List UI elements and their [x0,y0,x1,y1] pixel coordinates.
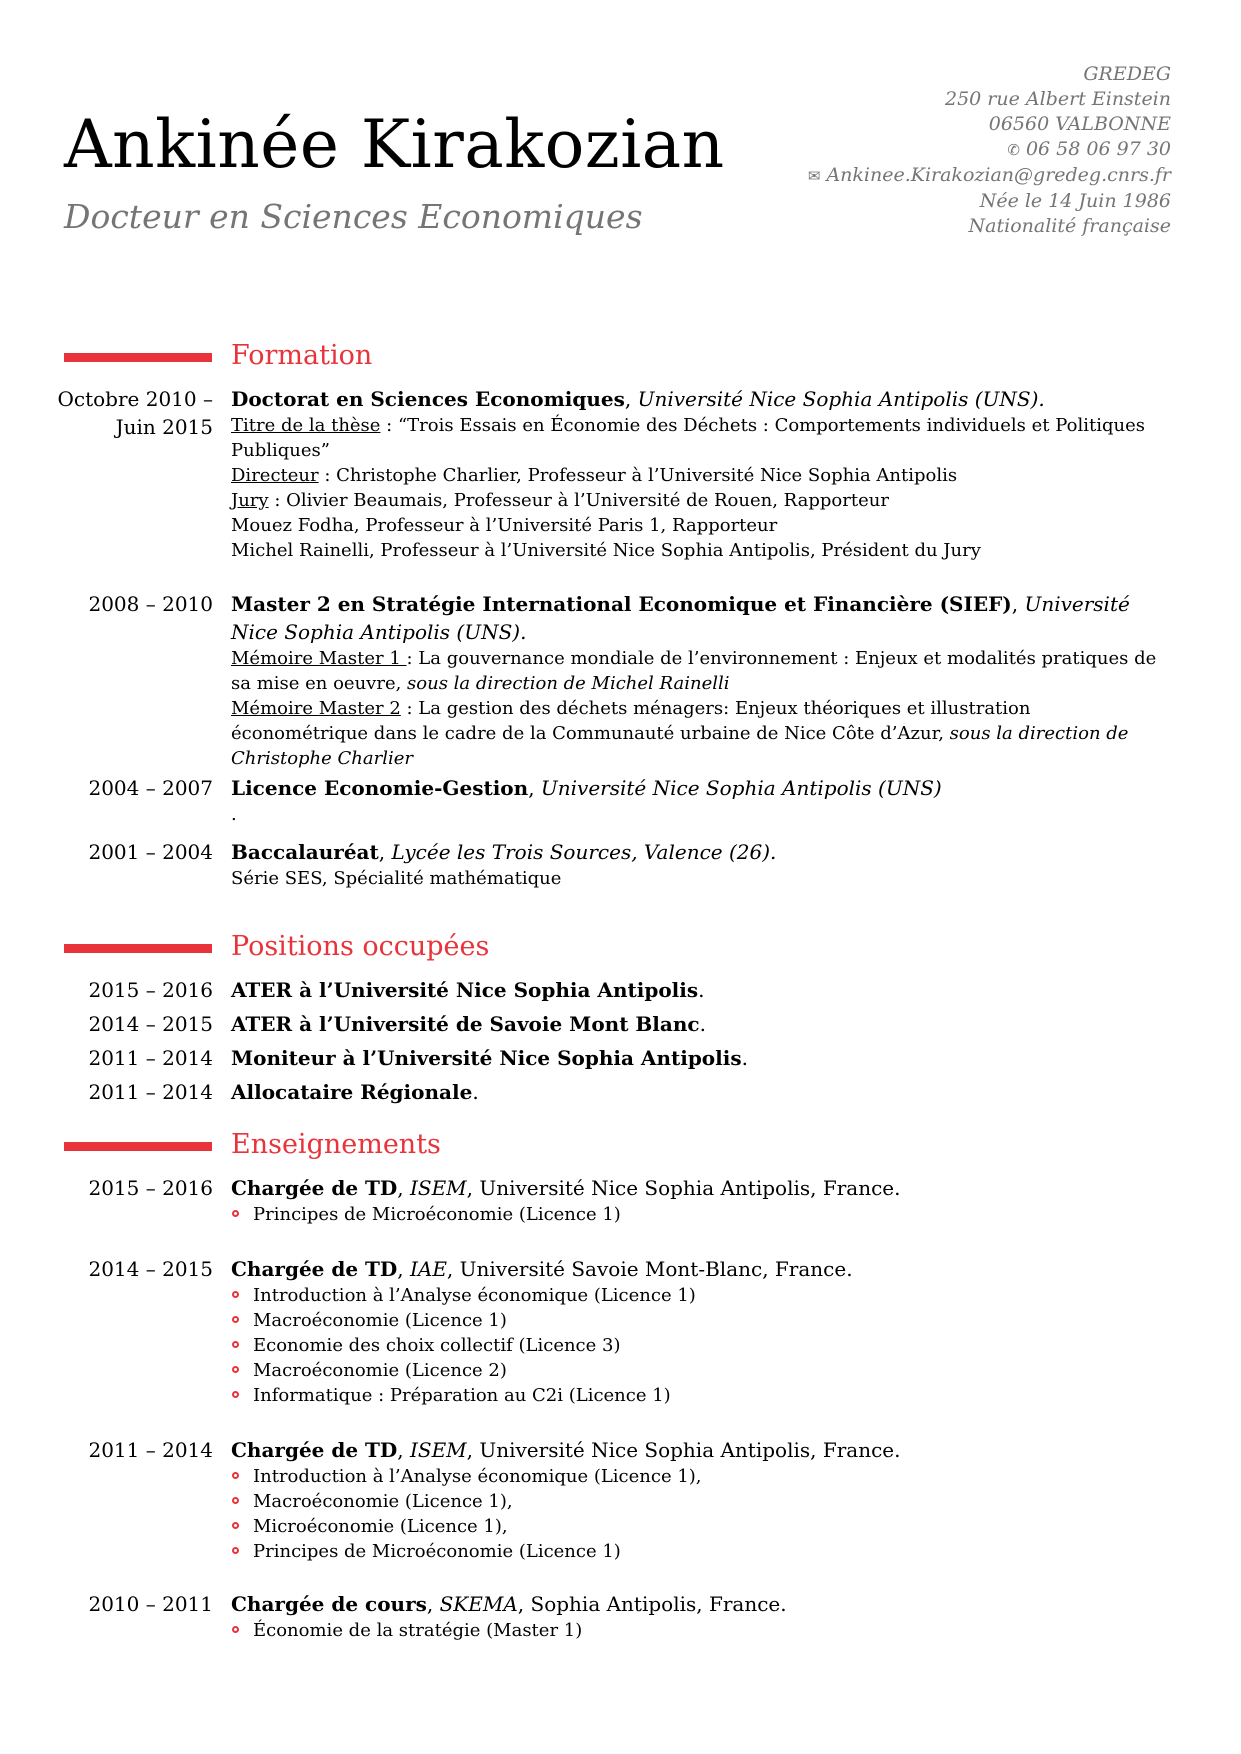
entry-institution: Université Nice Sophia Antipolis (UNS). [231,592,1130,644]
entry-date: 2014 – 2015 [88,1012,213,1036]
section-bar [64,944,212,953]
list-item: Principes de Microéconomie (Licence 1) [231,1202,1173,1227]
contact-nationality: Nationalité française [968,215,1171,237]
list-item: Principes de Microéconomie (Licence 1) [231,1539,1173,1564]
contact-phone: 06 58 06 97 30 [1025,138,1171,160]
course-list [231,1202,1173,1227]
contact-birth: Née le 14 Juin 1986 [979,190,1171,212]
memoire-2-dir: sous la direction de Christophe Charlier [231,723,1129,769]
course-list [231,1283,1173,1408]
entry-title: Licence Economie-Gestion [231,776,529,800]
entry-title: Master 2 en Stratégie International Economique et Financière (SIEF) [231,592,1012,616]
label-directeur: Directeur [231,465,319,486]
entry-title: Chargée de TD [231,1438,398,1462]
entry-date [43,385,213,441]
memoire-2-text: : La gestion des déchets ménagers: Enjeux théoriques et illustration économétrique dans le cadre de la Communauté urbaine de Nice Côte d’Azur, [231,698,1031,744]
entry-title: ATER à l’Université de Savoie Mont Blanc [231,1012,700,1036]
label-jury: Jury [231,490,269,511]
entry-date: 2015 – 2016 [88,1176,213,1200]
contact-block [731,62,1171,239]
date-line: Juin 2015 [115,415,213,439]
list-item: Microéconomie (Licence 1), [231,1514,1173,1539]
cv-subtitle: Docteur en Sciences Economiques [64,197,643,236]
entry-school: ISEM [409,1438,467,1462]
contact-email-row[interactable] [731,163,1171,189]
label-these: Titre de la thèse [231,415,381,436]
section-enseignements [64,1127,1164,1163]
entry-school: SKEMA [439,1592,518,1616]
directeur-text: : Christophe Charlier, Professeur à l’Université Nice Sophia Antipolis [318,465,958,486]
entry-school: IAE [409,1257,447,1281]
jury-member: Mouez Fodha, Professeur à l’Université Paris 1, Rapporteur [231,515,778,536]
list-item: Economie des choix collectif (Licence 3) [231,1333,1173,1358]
entry-detail: Série SES, Spécialité mathématique [231,868,562,889]
list-item: Introduction à l’Analyse économique (Licence 1), [231,1464,1173,1489]
label-memoire-1: Mémoire Master 1 [231,648,407,669]
list-item: Macroéconomie (Licence 1) [231,1308,1173,1333]
entry-place: , Université Nice Sophia Antipolis, France. [466,1438,901,1462]
entry-place: , Université Savoie Mont-Blanc, France. [446,1257,853,1281]
list-item: Macroéconomie (Licence 1), [231,1489,1173,1514]
entry-title: Moniteur à l’Université Nice Sophia Antipolis [231,1046,742,1070]
entry-date: 2011 – 2014 [88,1080,213,1104]
jury-member: Michel Rainelli, Professeur à l’Université Nice Sophia Antipolis, Président du Jury [231,540,981,561]
contact-city: 06560 VALBONNE [988,113,1171,135]
contact-email[interactable]: Ankinee.Kirakozian@gredeg.cnrs.fr [826,164,1171,186]
entry-detail [231,413,1173,563]
entry-institution: Lycée les Trois Sources, Valence (26). [391,840,777,864]
jury-text: : Olivier Beaumais, Professeur à l’Université de Rouen, Rapporteur [268,490,889,511]
entry-school: ISEM [409,1176,467,1200]
contact-phone-row [731,137,1171,163]
section-bar [64,353,212,362]
entry-institution: Université Nice Sophia Antipolis (UNS). [637,387,1045,411]
date-line: Octobre 2010 – [57,387,213,411]
list-item: Économie de la stratégie (Master 1) [231,1618,1173,1643]
contact-org: GREDEG [1083,63,1171,85]
entry-date: 2001 – 2004 [88,840,213,864]
course-list [231,1618,1173,1643]
entry-date: 2010 – 2011 [88,1592,213,1616]
entry-title: Chargée de cours [231,1592,427,1616]
memoire-1-dir: sous la direction de Michel Rainelli [407,673,730,694]
entry-title: Baccalauréat [231,840,379,864]
entry-title: Chargée de TD [231,1176,398,1200]
entry-institution: Université Nice Sophia Antipolis (UNS) [540,776,942,800]
list-item: Informatique : Préparation au C2i (Licence 1) [231,1383,1173,1408]
entry-date: 2008 – 2010 [88,592,213,616]
list-item: Macroéconomie (Licence 2) [231,1358,1173,1383]
entry-title: Chargée de TD [231,1257,398,1281]
entry-date: 2011 – 2014 [88,1438,213,1462]
section-title: Formation [231,340,373,371]
entry-date: 2014 – 2015 [88,1257,213,1281]
entry-date: 2004 – 2007 [88,776,213,800]
entry-date: 2015 – 2016 [88,978,213,1002]
section-title: Enseignements [231,1129,441,1160]
label-memoire-2: Mémoire Master 2 [231,698,401,719]
these-text: : “Trois Essais en Économie des Déchets : Comportements individuels et Politiques Publiques” [231,415,1145,461]
entry-title: Allocataire Régionale [231,1080,473,1104]
course-list [231,1464,1173,1564]
phone-icon: ✆ [1007,141,1020,159]
section-positions [64,929,1164,965]
entry-title: Doctorat en Sciences Economiques [231,387,625,411]
envelope-icon: ✉ [807,167,821,185]
memoire-1-text: : La gouvernance mondiale de l’environnement : Enjeux et modalités pratiques de sa mise en oeuvre, [231,648,1157,694]
entry-title: ATER à l’Université Nice Sophia Antipolis [231,978,699,1002]
entry-detail: . [231,804,237,825]
contact-street: 250 rue Albert Einstein [945,88,1171,110]
section-title: Positions occupées [231,931,490,962]
entry-place: , Sophia Antipolis, France. [517,1592,787,1616]
cv-name: Ankinée Kirakozian [64,106,725,183]
entry-date: 2011 – 2014 [88,1046,213,1070]
entry-detail [231,646,1173,771]
entry-place: , Université Nice Sophia Antipolis, France. [466,1176,901,1200]
list-item: Introduction à l’Analyse économique (Licence 1) [231,1283,1173,1308]
section-formation [64,338,1164,374]
section-bar [64,1142,212,1151]
